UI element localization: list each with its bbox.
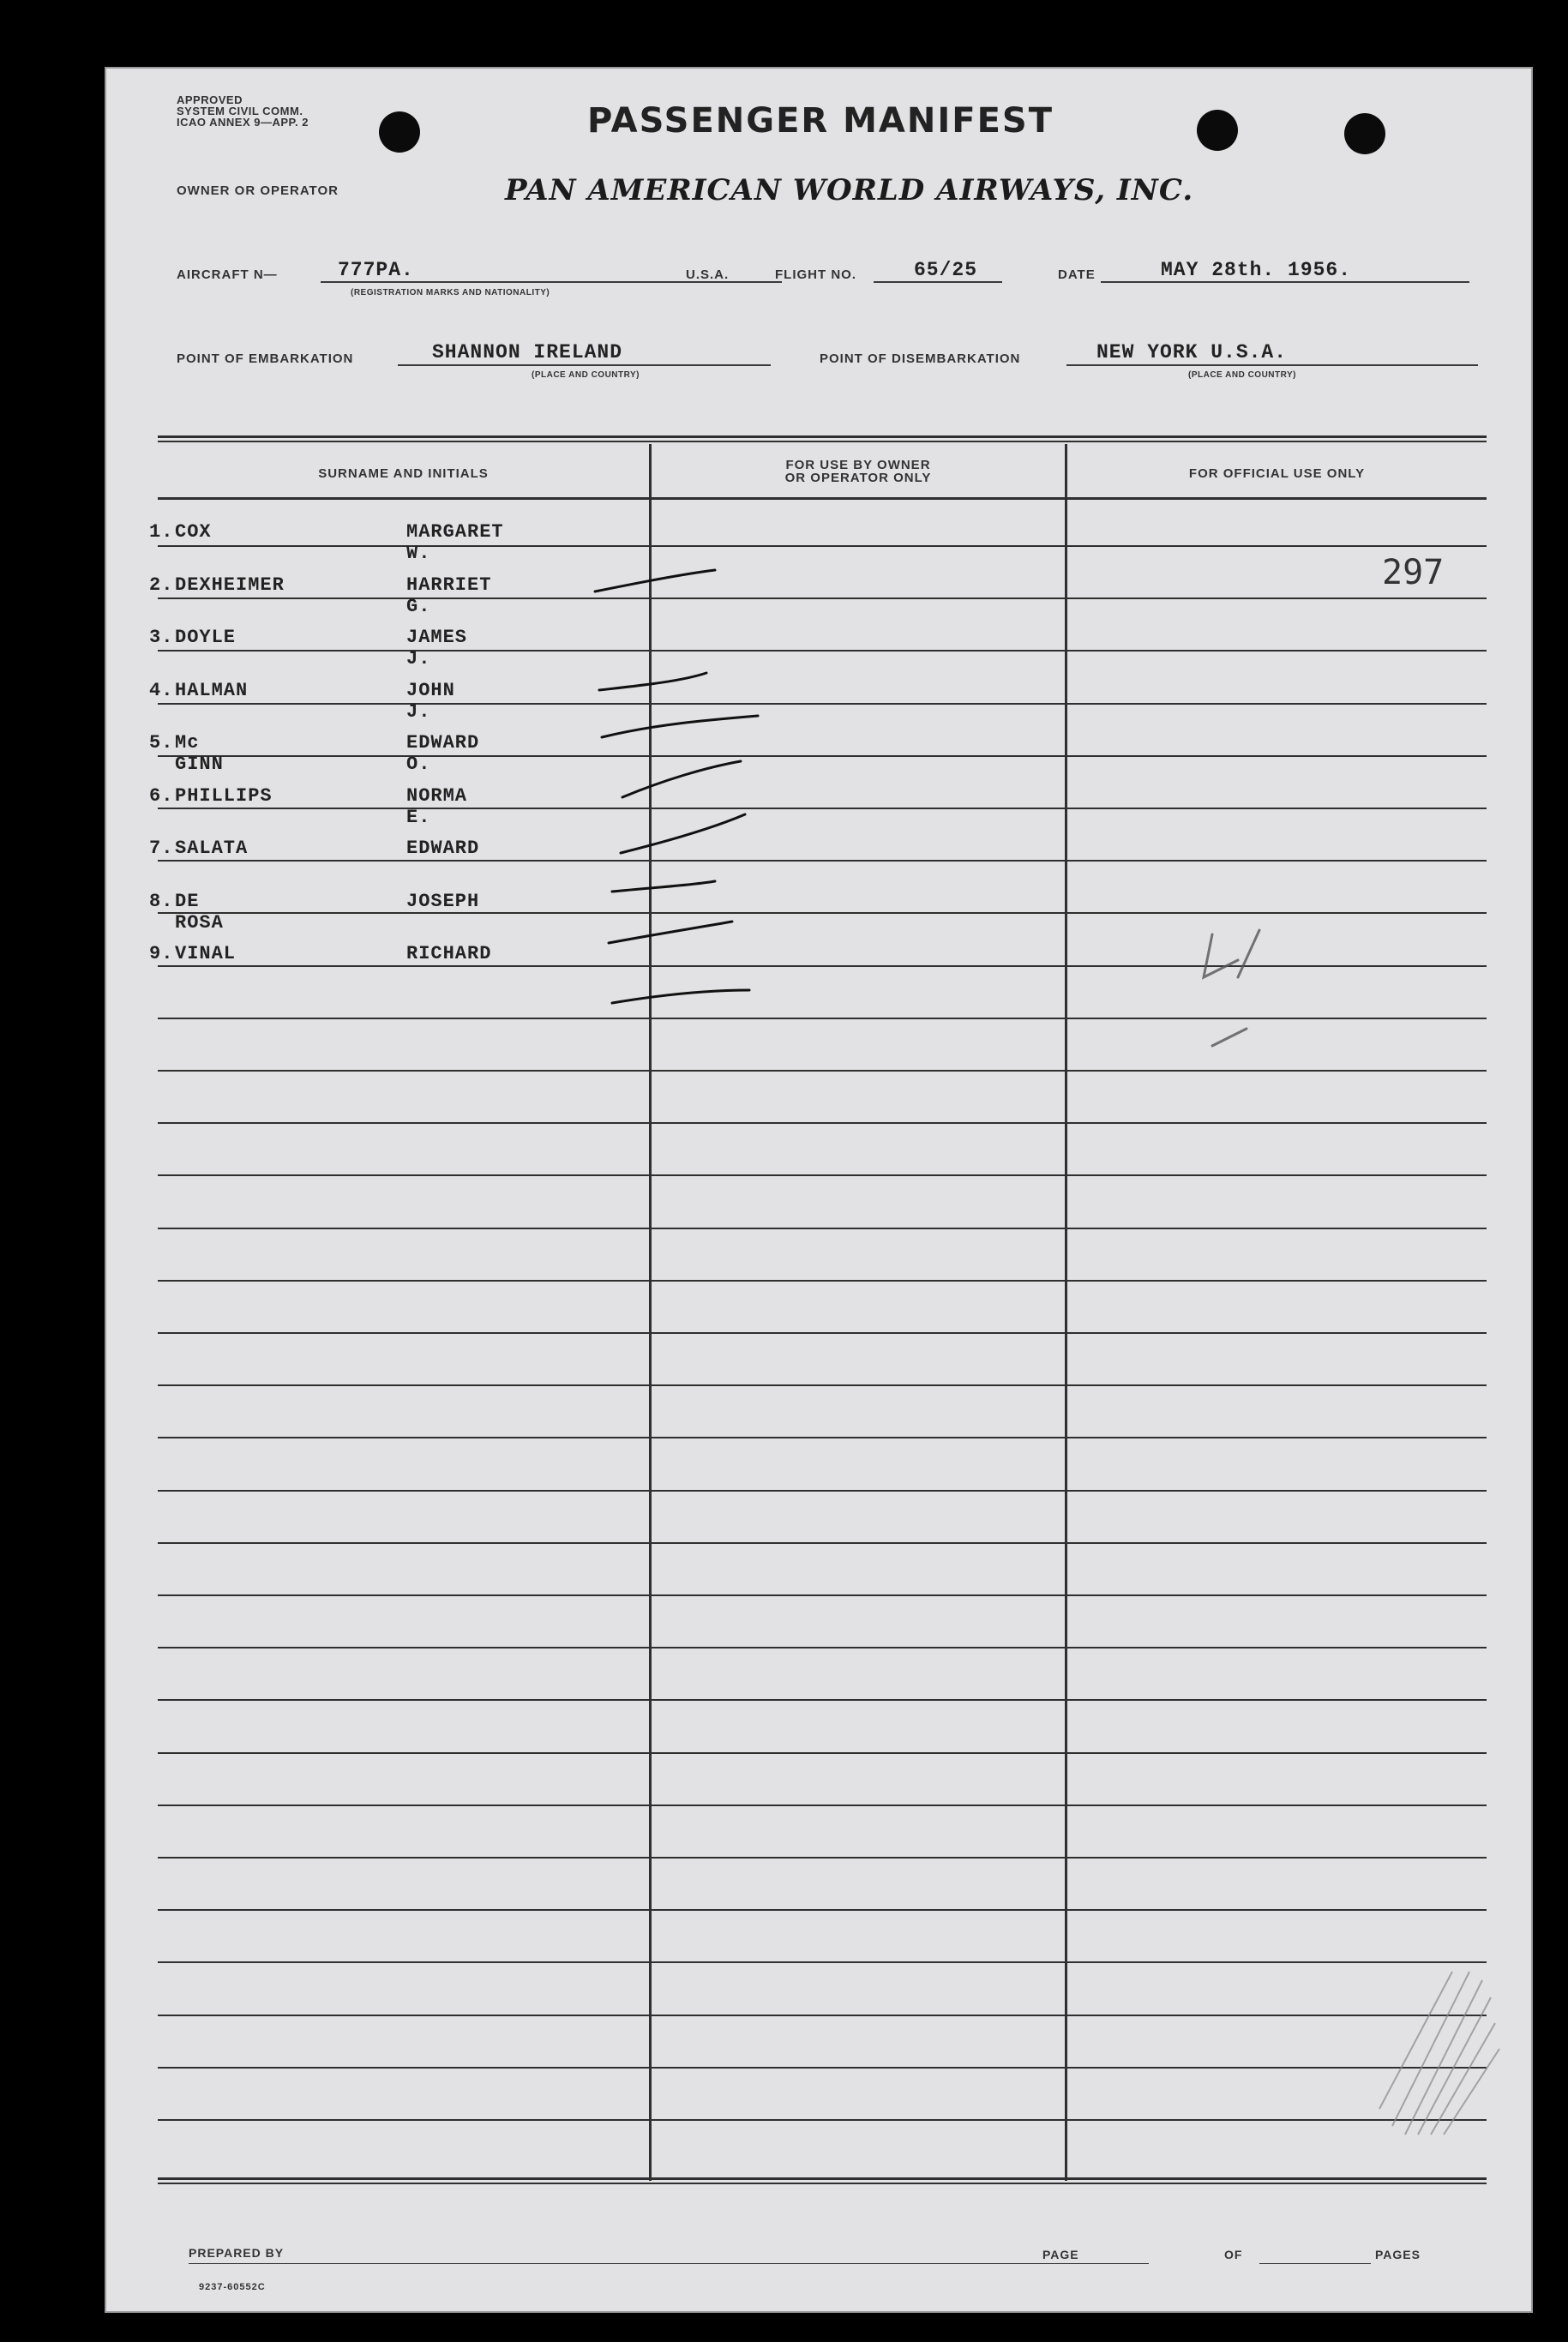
form-number: 9237-60552C <box>199 2282 266 2292</box>
date-value: MAY 28th. 1956. <box>1161 259 1352 281</box>
row-rule <box>158 1647 1487 1648</box>
row-number: 2. <box>149 574 174 596</box>
row-rule <box>158 1699 1487 1701</box>
passenger-surname: DE ROSA <box>175 891 224 934</box>
pages-label: PAGES <box>1375 2248 1421 2261</box>
passenger-given-names: RICHARD <box>406 943 492 964</box>
passenger-given-names: JAMES J. <box>406 627 468 670</box>
row-rule <box>158 1070 1487 1072</box>
aircraft-value: 777PA. <box>338 259 414 281</box>
row-rule <box>158 1437 1487 1438</box>
row-rule <box>158 1752 1487 1754</box>
stamp-line: APPROVED <box>177 93 243 106</box>
usa-label: U.S.A. <box>686 267 730 282</box>
passenger-given-names: HARRIET G. <box>406 574 492 617</box>
row-number: 6. <box>149 785 174 807</box>
row-rule <box>158 1857 1487 1859</box>
stamp-line: SYSTEM CIVIL COMM. <box>177 105 303 117</box>
row-rule <box>158 1542 1487 1544</box>
passenger-surname: DOYLE <box>175 627 237 648</box>
check-mark <box>612 990 749 1003</box>
passenger-surname: Mc GINN <box>175 732 224 775</box>
row-number: 4. <box>149 680 174 701</box>
page-label: PAGE <box>1039 2248 1083 2261</box>
disembarkation-underline <box>1066 364 1478 366</box>
row-number: 7. <box>149 838 174 859</box>
pencil-hatching <box>1375 1955 1504 2143</box>
flight-underline <box>874 281 1002 283</box>
surname-column-header: SURNAME AND INITIALS <box>318 466 489 481</box>
row-rule <box>158 1909 1487 1911</box>
embarkation-sublabel: (PLACE AND COUNTRY) <box>532 370 640 380</box>
check-mark <box>595 570 715 592</box>
row-rule <box>158 1961 1487 1963</box>
manifest-sheet <box>105 67 1533 2313</box>
passenger-surname: VINAL <box>175 943 237 964</box>
owner-label: OWNER OR OPERATOR <box>177 183 339 198</box>
row-rule <box>158 1122 1487 1124</box>
date-underline <box>1101 281 1469 283</box>
check-mark <box>609 922 732 943</box>
table-top-rule <box>158 441 1487 442</box>
row-rule <box>158 2067 1487 2069</box>
row-rule <box>158 1280 1487 1282</box>
date-label: DATE <box>1058 267 1096 282</box>
pencil-scribble <box>1178 917 1298 1063</box>
embarkation-label: POINT OF EMBARKATION <box>177 351 354 366</box>
flight-value: 65/25 <box>914 259 978 281</box>
passenger-surname: PHILLIPS <box>175 785 273 807</box>
row-rule <box>158 1805 1487 1806</box>
row-number: 1. <box>149 521 174 543</box>
official-column-header: FOR OFFICIAL USE ONLY <box>1188 466 1366 481</box>
embarkation-value: SHANNON IRELAND <box>432 341 623 363</box>
row-rule <box>158 2119 1487 2121</box>
passenger-surname: HALMAN <box>175 680 249 701</box>
of-label: OF <box>1221 2248 1246 2261</box>
disembarkation-value: NEW YORK U.S.A. <box>1096 341 1288 363</box>
check-mark <box>622 761 741 797</box>
disembarkation-label: POINT OF DISEMBARKATION <box>820 351 1021 366</box>
check-mark <box>612 881 715 892</box>
row-rule <box>158 1332 1487 1334</box>
check-mark <box>599 673 706 690</box>
passenger-surname: DEXHEIMER <box>175 574 285 596</box>
operator-name: PAN AMERICAN WORLD AIRWAYS, INC. <box>505 173 1194 207</box>
stamp-line: ICAO ANNEX 9—APP. 2 <box>177 116 309 129</box>
passenger-given-names: EDWARD <box>406 838 480 859</box>
aircraft-label: AIRCRAFT N— <box>177 267 278 282</box>
owner-column-header <box>652 459 1065 484</box>
form-title: PASSENGER MANIFEST <box>587 101 1054 141</box>
table-bottom-rule <box>158 2177 1487 2180</box>
table-top-rule <box>158 435 1487 438</box>
aircraft-sublabel: (REGISTRATION MARKS AND NATIONALITY) <box>351 288 550 297</box>
passenger-given-names: JOHN J. <box>406 680 455 723</box>
flight-label: FLIGHT NO. <box>775 267 856 282</box>
row-rule <box>158 1594 1487 1596</box>
owner-header-line: OR OPERATOR ONLY <box>784 471 932 485</box>
row-number: 3. <box>149 627 174 648</box>
row-rule <box>158 1490 1487 1492</box>
table-bottom-rule <box>158 2183 1487 2184</box>
passenger-given-names: EDWARD O. <box>406 732 480 775</box>
row-rule <box>158 2015 1487 2016</box>
prepared-by-label: PREPARED BY <box>189 2246 285 2260</box>
row-number: 5. <box>149 732 174 754</box>
row-rule <box>158 1174 1487 1176</box>
embarkation-underline <box>398 364 771 366</box>
passenger-given-names: NORMA E. <box>406 785 468 828</box>
passenger-given-names: MARGARET W. <box>406 521 504 564</box>
row-number: 9. <box>149 943 174 964</box>
prepared-by-underline <box>189 2263 1149 2264</box>
passenger-surname: SALATA <box>175 838 249 859</box>
row-rule <box>158 1228 1487 1229</box>
owner-header-line: FOR USE BY OWNER <box>785 458 931 472</box>
row-rule <box>158 1384 1487 1386</box>
passenger-surname: COX <box>175 521 212 543</box>
handwritten-number: 297 <box>1382 553 1445 592</box>
check-mark <box>621 814 745 853</box>
check-mark <box>602 716 758 737</box>
disembarkation-sublabel: (PLACE AND COUNTRY) <box>1188 370 1296 380</box>
passenger-given-names: JOSEPH <box>406 891 480 912</box>
check-marks <box>586 489 929 1037</box>
row-number: 8. <box>149 891 174 912</box>
of-underline <box>1259 2263 1371 2264</box>
